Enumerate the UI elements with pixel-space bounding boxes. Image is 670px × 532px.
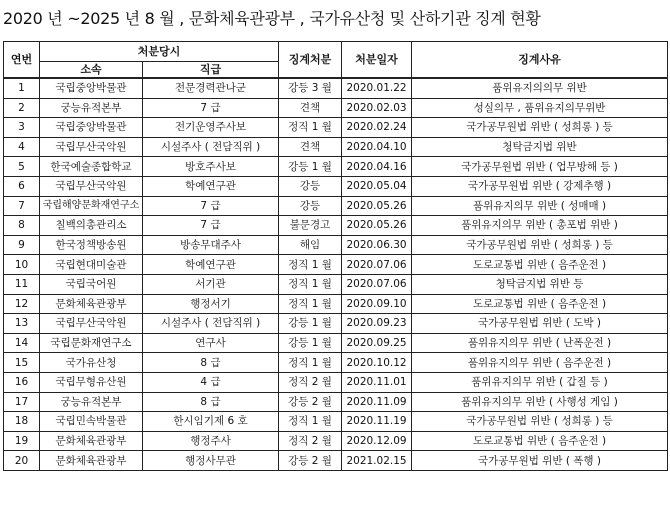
cell-org: 국립해양문화재연구소 (40, 196, 143, 216)
cell-org: 문화체육관광부 (40, 294, 143, 314)
cell-reason: 청탁금지법 위반 등 (412, 274, 668, 294)
cell-rank: 전기운영주사보 (143, 118, 279, 138)
table-row (4, 235, 668, 255)
cell-date: 2020.06.30 (342, 235, 412, 255)
cell-reason: 도로교통법 위반 ( 음주운전 ) (412, 431, 668, 451)
cell-rank: 행정사무관 (143, 451, 279, 471)
table-row (4, 412, 668, 432)
cell-date: 2020.09.23 (342, 314, 412, 334)
cell-reason: 성실의무 , 품위유지의무위반 (412, 98, 668, 118)
cell-no: 20 (4, 451, 40, 471)
table-row (4, 314, 668, 334)
cell-org: 궁능유적본부 (40, 392, 143, 412)
cell-date: 2021.02.15 (342, 451, 412, 471)
cell-rank: 행정주사 (143, 431, 279, 451)
cell-discipline: 해임 (279, 235, 342, 255)
cell-org: 국립무산국악원 (40, 176, 143, 196)
cell-discipline: 불문경고 (279, 216, 342, 236)
cell-org: 국립중앙박물관 (40, 78, 143, 98)
cell-org: 칠백의총관리소 (40, 216, 143, 236)
cell-discipline: 강등 (279, 176, 342, 196)
cell-reason: 국가공무원법 위반 ( 성희롱 ) 등 (412, 118, 668, 138)
table-row (4, 294, 668, 314)
cell-no: 12 (4, 294, 40, 314)
cell-no: 10 (4, 255, 40, 275)
cell-date: 2020.05.26 (342, 216, 412, 236)
table-row (4, 157, 668, 177)
table-row (4, 255, 668, 275)
cell-org: 국립무산국악원 (40, 314, 143, 334)
cell-date: 2020.11.01 (342, 372, 412, 392)
cell-reason: 품위유지의무 위반 ( 성매매 ) (412, 196, 668, 216)
cell-no: 9 (4, 235, 40, 255)
cell-discipline: 강등 2 월 (279, 392, 342, 412)
cell-reason: 품위유지의의무 위반 (412, 78, 668, 98)
cell-rank: 전문경력관나군 (143, 78, 279, 98)
cell-no: 17 (4, 392, 40, 412)
cell-org: 국립문화재연구소 (40, 333, 143, 353)
cell-no: 11 (4, 274, 40, 294)
cell-no: 2 (4, 98, 40, 118)
cell-date: 2020.02.03 (342, 98, 412, 118)
cell-no: 14 (4, 333, 40, 353)
cell-rank: 시설주사 ( 전담직위 ) (143, 137, 279, 157)
cell-date: 2020.10.12 (342, 353, 412, 373)
cell-no: 1 (4, 78, 40, 98)
cell-org: 국립무산국악원 (40, 137, 143, 157)
cell-rank: 7 급 (143, 196, 279, 216)
cell-reason: 품위유지의무 위반 ( 갑질 등 ) (412, 372, 668, 392)
cell-discipline: 정직 1 월 (279, 353, 342, 373)
header-org: 소속 (40, 62, 143, 79)
cell-date: 2020.04.16 (342, 157, 412, 177)
table-row (4, 176, 668, 196)
cell-reason: 품위유지의무 위반 ( 총포법 위반 ) (412, 216, 668, 236)
table-row (4, 431, 668, 451)
cell-reason: 도로교통법 위반 ( 음주운전 ) (412, 255, 668, 275)
cell-no: 18 (4, 412, 40, 432)
cell-no: 13 (4, 314, 40, 334)
header-reason: 징계사유 (412, 42, 668, 79)
cell-rank: 학예연구관 (143, 255, 279, 275)
cell-rank: 7 급 (143, 98, 279, 118)
cell-rank: 서기관 (143, 274, 279, 294)
table-row (4, 274, 668, 294)
cell-rank: 8 급 (143, 353, 279, 373)
cell-reason: 국가공무원법 위반 ( 도박 ) (412, 314, 668, 334)
cell-discipline: 견책 (279, 137, 342, 157)
cell-date: 2020.05.04 (342, 176, 412, 196)
discipline-table (3, 41, 668, 471)
table-row (4, 392, 668, 412)
page-title: 2020 년 ~2025 년 8 월 , 문화체육관광부 , 국가유산청 및 산하기관 징계 현황 (3, 9, 541, 28)
header-date: 처분일자 (342, 42, 412, 79)
cell-rank: 4 급 (143, 372, 279, 392)
cell-discipline: 정직 1 월 (279, 412, 342, 432)
cell-date: 2020.01.22 (342, 78, 412, 98)
cell-rank: 시설주사 ( 전담직위 ) (143, 314, 279, 334)
cell-date: 2020.02.24 (342, 118, 412, 138)
cell-rank: 7 급 (143, 216, 279, 236)
cell-discipline: 강등 1 월 (279, 333, 342, 353)
cell-org: 한국정책방송원 (40, 235, 143, 255)
cell-no: 6 (4, 176, 40, 196)
cell-org: 국립현대미술관 (40, 255, 143, 275)
cell-rank: 8 급 (143, 392, 279, 412)
cell-no: 8 (4, 216, 40, 236)
table-row (4, 372, 668, 392)
table-row (4, 451, 668, 471)
table-row (4, 196, 668, 216)
cell-discipline: 강등 3 월 (279, 78, 342, 98)
cell-rank: 학예연구관 (143, 176, 279, 196)
cell-discipline: 정직 2 월 (279, 431, 342, 451)
cell-reason: 국가공무원법 위반 ( 성희롱 ) 등 (412, 412, 668, 432)
cell-org: 국립무형유산원 (40, 372, 143, 392)
cell-no: 7 (4, 196, 40, 216)
cell-date: 2020.09.10 (342, 294, 412, 314)
cell-no: 3 (4, 118, 40, 138)
cell-rank: 연구사 (143, 333, 279, 353)
cell-date: 2020.05.26 (342, 196, 412, 216)
table-row (4, 137, 668, 157)
header-no: 연번 (4, 42, 40, 79)
cell-date: 2020.07.06 (342, 255, 412, 275)
cell-date: 2020.04.10 (342, 137, 412, 157)
cell-reason: 품위유지의무 위반 ( 음주운전 ) (412, 353, 668, 373)
cell-no: 19 (4, 431, 40, 451)
cell-rank: 방호주사보 (143, 157, 279, 177)
cell-discipline: 강등 (279, 196, 342, 216)
cell-discipline: 정직 1 월 (279, 294, 342, 314)
cell-org: 국립중앙박물관 (40, 118, 143, 138)
table-row (4, 353, 668, 373)
cell-reason: 품위유지의무 위반 ( 사행성 게임 ) (412, 392, 668, 412)
cell-no: 4 (4, 137, 40, 157)
header-rank: 직급 (143, 62, 279, 79)
cell-discipline: 견책 (279, 98, 342, 118)
cell-reason: 국가공무원법 위반 ( 강제추행 ) (412, 176, 668, 196)
cell-org: 궁능유적본부 (40, 98, 143, 118)
cell-org: 국가유산청 (40, 353, 143, 373)
cell-reason: 도로교통법 위반 ( 음주운전 ) (412, 294, 668, 314)
cell-discipline: 정직 1 월 (279, 118, 342, 138)
cell-reason: 품위유지의무 위반 ( 난폭운전 ) (412, 333, 668, 353)
header-group: 처분당시 (40, 42, 279, 62)
cell-rank: 한시임기제 6 호 (143, 412, 279, 432)
cell-no: 15 (4, 353, 40, 373)
table-row (4, 216, 668, 236)
cell-reason: 국가공무원법 위반 ( 성희롱 ) 등 (412, 235, 668, 255)
cell-org: 국립민속박물관 (40, 412, 143, 432)
cell-reason: 국가공무원법 위반 ( 업무방해 등 ) (412, 157, 668, 177)
table-row (4, 333, 668, 353)
cell-discipline: 정직 2 월 (279, 372, 342, 392)
cell-rank: 행정서기 (143, 294, 279, 314)
table-body (4, 78, 668, 470)
cell-rank: 방송무대주사 (143, 235, 279, 255)
cell-org: 문화체육관광부 (40, 451, 143, 471)
cell-reason: 국가공무원법 위반 ( 폭행 ) (412, 451, 668, 471)
cell-discipline: 강등 1 월 (279, 314, 342, 334)
cell-org: 한국예술종합학교 (40, 157, 143, 177)
cell-date: 2020.11.19 (342, 412, 412, 432)
table-row (4, 118, 668, 138)
cell-discipline: 강등 1 월 (279, 157, 342, 177)
cell-reason: 청탁금지법 위반 (412, 137, 668, 157)
cell-date: 2020.09.25 (342, 333, 412, 353)
cell-date: 2020.12.09 (342, 431, 412, 451)
cell-date: 2020.11.09 (342, 392, 412, 412)
header-discipline: 징계처분 (279, 42, 342, 79)
table-row (4, 98, 668, 118)
cell-date: 2020.07.06 (342, 274, 412, 294)
cell-org: 문화체육관광부 (40, 431, 143, 451)
cell-no: 16 (4, 372, 40, 392)
cell-discipline: 정직 1 월 (279, 274, 342, 294)
cell-discipline: 강등 2 월 (279, 451, 342, 471)
cell-org: 국립국어원 (40, 274, 143, 294)
table-row (4, 78, 668, 98)
cell-discipline: 정직 1 월 (279, 255, 342, 275)
cell-no: 5 (4, 157, 40, 177)
